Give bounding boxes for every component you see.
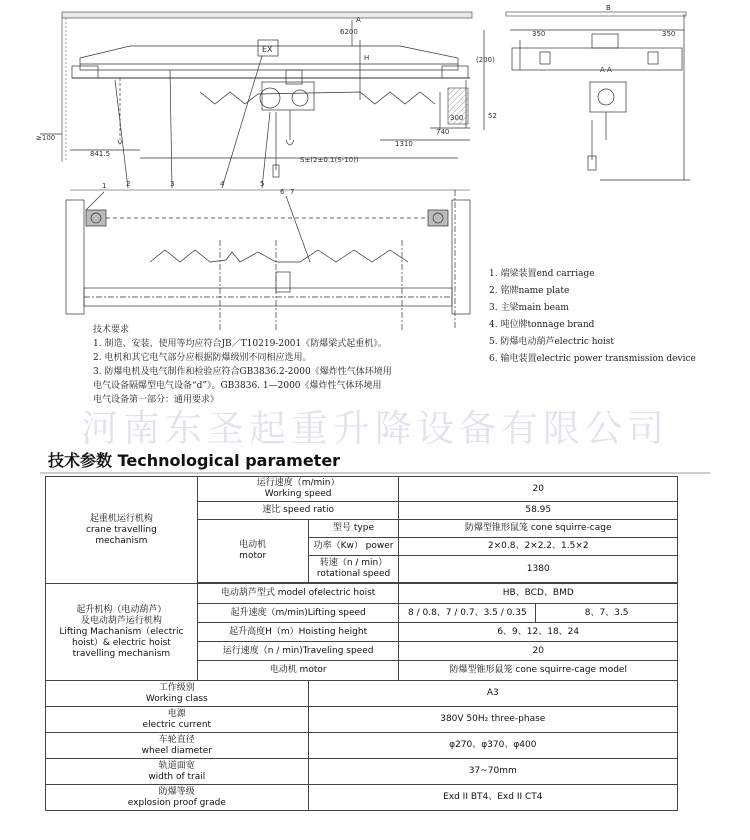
building-ceiling	[62, 12, 472, 18]
table-row	[46, 733, 678, 759]
traveling-speed-label: 运行速度（n / min)Traveling speed	[197, 642, 399, 661]
explosion-value: Exd II BT4、Exd II CT4	[308, 785, 677, 811]
dim-label-350-right: 350	[662, 30, 676, 38]
lifting-speed-value2: 8、7、3.5	[536, 604, 678, 623]
legend-item: 3. 主梁main beam	[489, 303, 569, 313]
speed-ratio-label: 速比 speed ratio	[197, 502, 399, 520]
power-transmission-plan	[150, 250, 408, 262]
hoist-model-label: 电动葫芦型式 model ofelectric hoist	[197, 584, 399, 604]
table-cell	[46, 785, 309, 811]
explosion-cn: 防爆等级	[158, 786, 195, 797]
requirement-line: 1. 制造、安装、使用等均应符合JB／T10219-2001《防爆梁式起重机》。	[93, 339, 387, 349]
working-speed-cn: 运行速度（m/min）	[256, 478, 340, 488]
working-speed-value: 20	[399, 477, 678, 502]
dim-label-350-left: 350	[532, 30, 546, 38]
cell-text: crane travelling	[85, 524, 157, 535]
dim-label-1310: 1310	[395, 140, 413, 148]
working-class-cn: 工作级别	[158, 682, 195, 693]
table-row	[46, 681, 678, 707]
working-speed-en: Working speed	[264, 489, 332, 499]
cell-text: Lifting Machanism（electric	[59, 626, 184, 637]
lifting-height-value: 6、9、12、18、24	[399, 623, 678, 642]
part-number-3: 3	[170, 180, 175, 188]
company-watermark: 河南东圣起重升降设备有限公司	[81, 407, 669, 450]
table-cell	[46, 681, 309, 707]
table-row	[46, 477, 678, 502]
current-cn: 电源	[167, 708, 186, 719]
cell-text: hoist）& electric hoist	[71, 637, 171, 648]
wheel-cn: 车轮直径	[158, 734, 195, 745]
rot-speed-cn: 转速（n / min）	[319, 558, 388, 568]
hoist-motor-label: 电动机 motor	[197, 661, 399, 681]
table-cell	[308, 556, 399, 583]
traveling-speed-value: 20	[399, 642, 678, 661]
dim-label-6200: 6200	[340, 28, 358, 36]
group-crane-travel	[46, 477, 198, 584]
dim-label-b: B	[606, 4, 611, 12]
trail-en: width of trail	[148, 771, 206, 782]
lifting-height-label: 起升高度H（m）Hoisting height	[197, 623, 399, 642]
part-number-6: 6	[280, 188, 285, 196]
dim-label-300: 300	[450, 114, 464, 122]
heading-divider	[40, 472, 710, 474]
part-number-1: 1	[102, 182, 107, 190]
hoist-motor-value: 防爆型锥形鼠笼 cone squirre-cage model	[399, 661, 678, 681]
table-row	[46, 759, 678, 785]
power-value: 2×0.8、2×2.2、1.5×2	[399, 538, 678, 556]
requirement-line: 3. 防爆电机及电气制作和检验应符合GB3836.2-2000《爆炸性气体环境用	[93, 367, 392, 377]
requirement-line: 2. 电机和其它电气部分应根据防爆级别不同相应选用。	[93, 353, 312, 363]
dim-label-200: (200)	[476, 56, 495, 64]
trail-cn: 轨道面宽	[158, 760, 195, 771]
requirements-title: 技术要求	[93, 325, 130, 335]
cell-text: mechanism	[95, 535, 148, 546]
power-label: 功率（Kw） power	[308, 538, 399, 556]
cell-text: travelling mechanism	[72, 648, 171, 659]
rot-speed-value: 1380	[399, 556, 678, 583]
electric-hoist	[262, 82, 314, 110]
lifting-speed-value1: 8 / 0.8、7 / 0.7、3.5 / 0.35	[399, 604, 536, 623]
dim-label-a: A	[356, 16, 361, 24]
side-view-beam	[512, 48, 682, 70]
type-label: 型号 type	[308, 520, 399, 538]
side-view-hoist	[590, 82, 626, 112]
cell-text: 起升机构（电动葫芦）	[76, 604, 167, 615]
table-row	[46, 584, 678, 604]
dim-label-100: ≥100	[36, 134, 56, 142]
group-lifting	[46, 584, 198, 681]
dim-label-740: 740	[436, 128, 450, 136]
part-number-2: 2	[126, 180, 131, 188]
current-en: electric current	[142, 719, 212, 730]
legend-item: 2. 铭牌name plate	[489, 286, 570, 296]
legend-item: 4. 吨位牌tonnage brand	[489, 320, 595, 330]
rot-speed-en: rotational speed	[316, 569, 391, 579]
trail-value: 37~70mm	[308, 759, 677, 785]
cell-text: 及电动葫芦运行机构	[80, 615, 162, 626]
table-heading: 技术参数 Technological parameter	[48, 451, 341, 470]
working-class-value: A3	[308, 681, 677, 707]
dim-label-52: 52	[488, 112, 497, 120]
requirement-line: 电气设备第一部分：通用要求》	[93, 395, 220, 405]
part-number-4: 4	[220, 180, 225, 188]
working-class-en: Working class	[145, 693, 208, 704]
motor-en: motor	[239, 551, 267, 561]
hoist-model-value: HB、BCD、BMD	[399, 584, 678, 604]
dim-label-h: H	[364, 54, 370, 62]
motor-cn: 电动机	[239, 540, 267, 550]
end-carriage-right	[442, 66, 468, 78]
legend-item: 1. 端梁装置end carriage	[489, 269, 595, 279]
nameplate-mark: EX	[262, 45, 273, 54]
table-cell	[46, 707, 309, 733]
wheel-value: φ270、φ370、φ400	[308, 733, 677, 759]
parameter-table	[45, 476, 678, 811]
part-number-7: 7	[290, 188, 295, 196]
lifting-speed-label: 起升速度（m/min)Lifting speed	[197, 604, 399, 623]
table-cell	[46, 759, 309, 785]
legend-item: 6. 输电装置electric power transmission device	[489, 354, 696, 364]
dim-label-aa: A-A	[600, 66, 612, 74]
speed-ratio-value: 58.95	[399, 502, 678, 520]
part-number-5: 5	[260, 180, 265, 188]
table-cell	[46, 733, 309, 759]
requirement-line: 电气设备隔爆型电气设备“d”》。GB3836. 1—2000《爆炸性气体环境用	[93, 381, 382, 391]
table-cell	[197, 477, 399, 502]
end-carriage-plan-left	[66, 200, 84, 314]
dim-label-span: S±(2±0.1(S-10))	[300, 156, 359, 164]
cell-text: 起重机运行机构	[89, 513, 153, 524]
dim-label-841: 841.5	[90, 150, 111, 158]
explosion-en: explosion proof grade	[127, 797, 226, 808]
legend-item: 5. 防爆电动葫芦electric hoist	[489, 337, 615, 347]
table-row	[46, 785, 678, 811]
table-row	[46, 707, 678, 733]
type-value: 防爆型锥形鼠笼 cone squirre-cage	[399, 520, 678, 538]
current-value: 380V 50H₂ three-phase	[308, 707, 677, 733]
end-carriage-left	[72, 66, 98, 78]
wheel-en: wheel diameter	[141, 745, 212, 756]
table-cell	[197, 520, 308, 583]
